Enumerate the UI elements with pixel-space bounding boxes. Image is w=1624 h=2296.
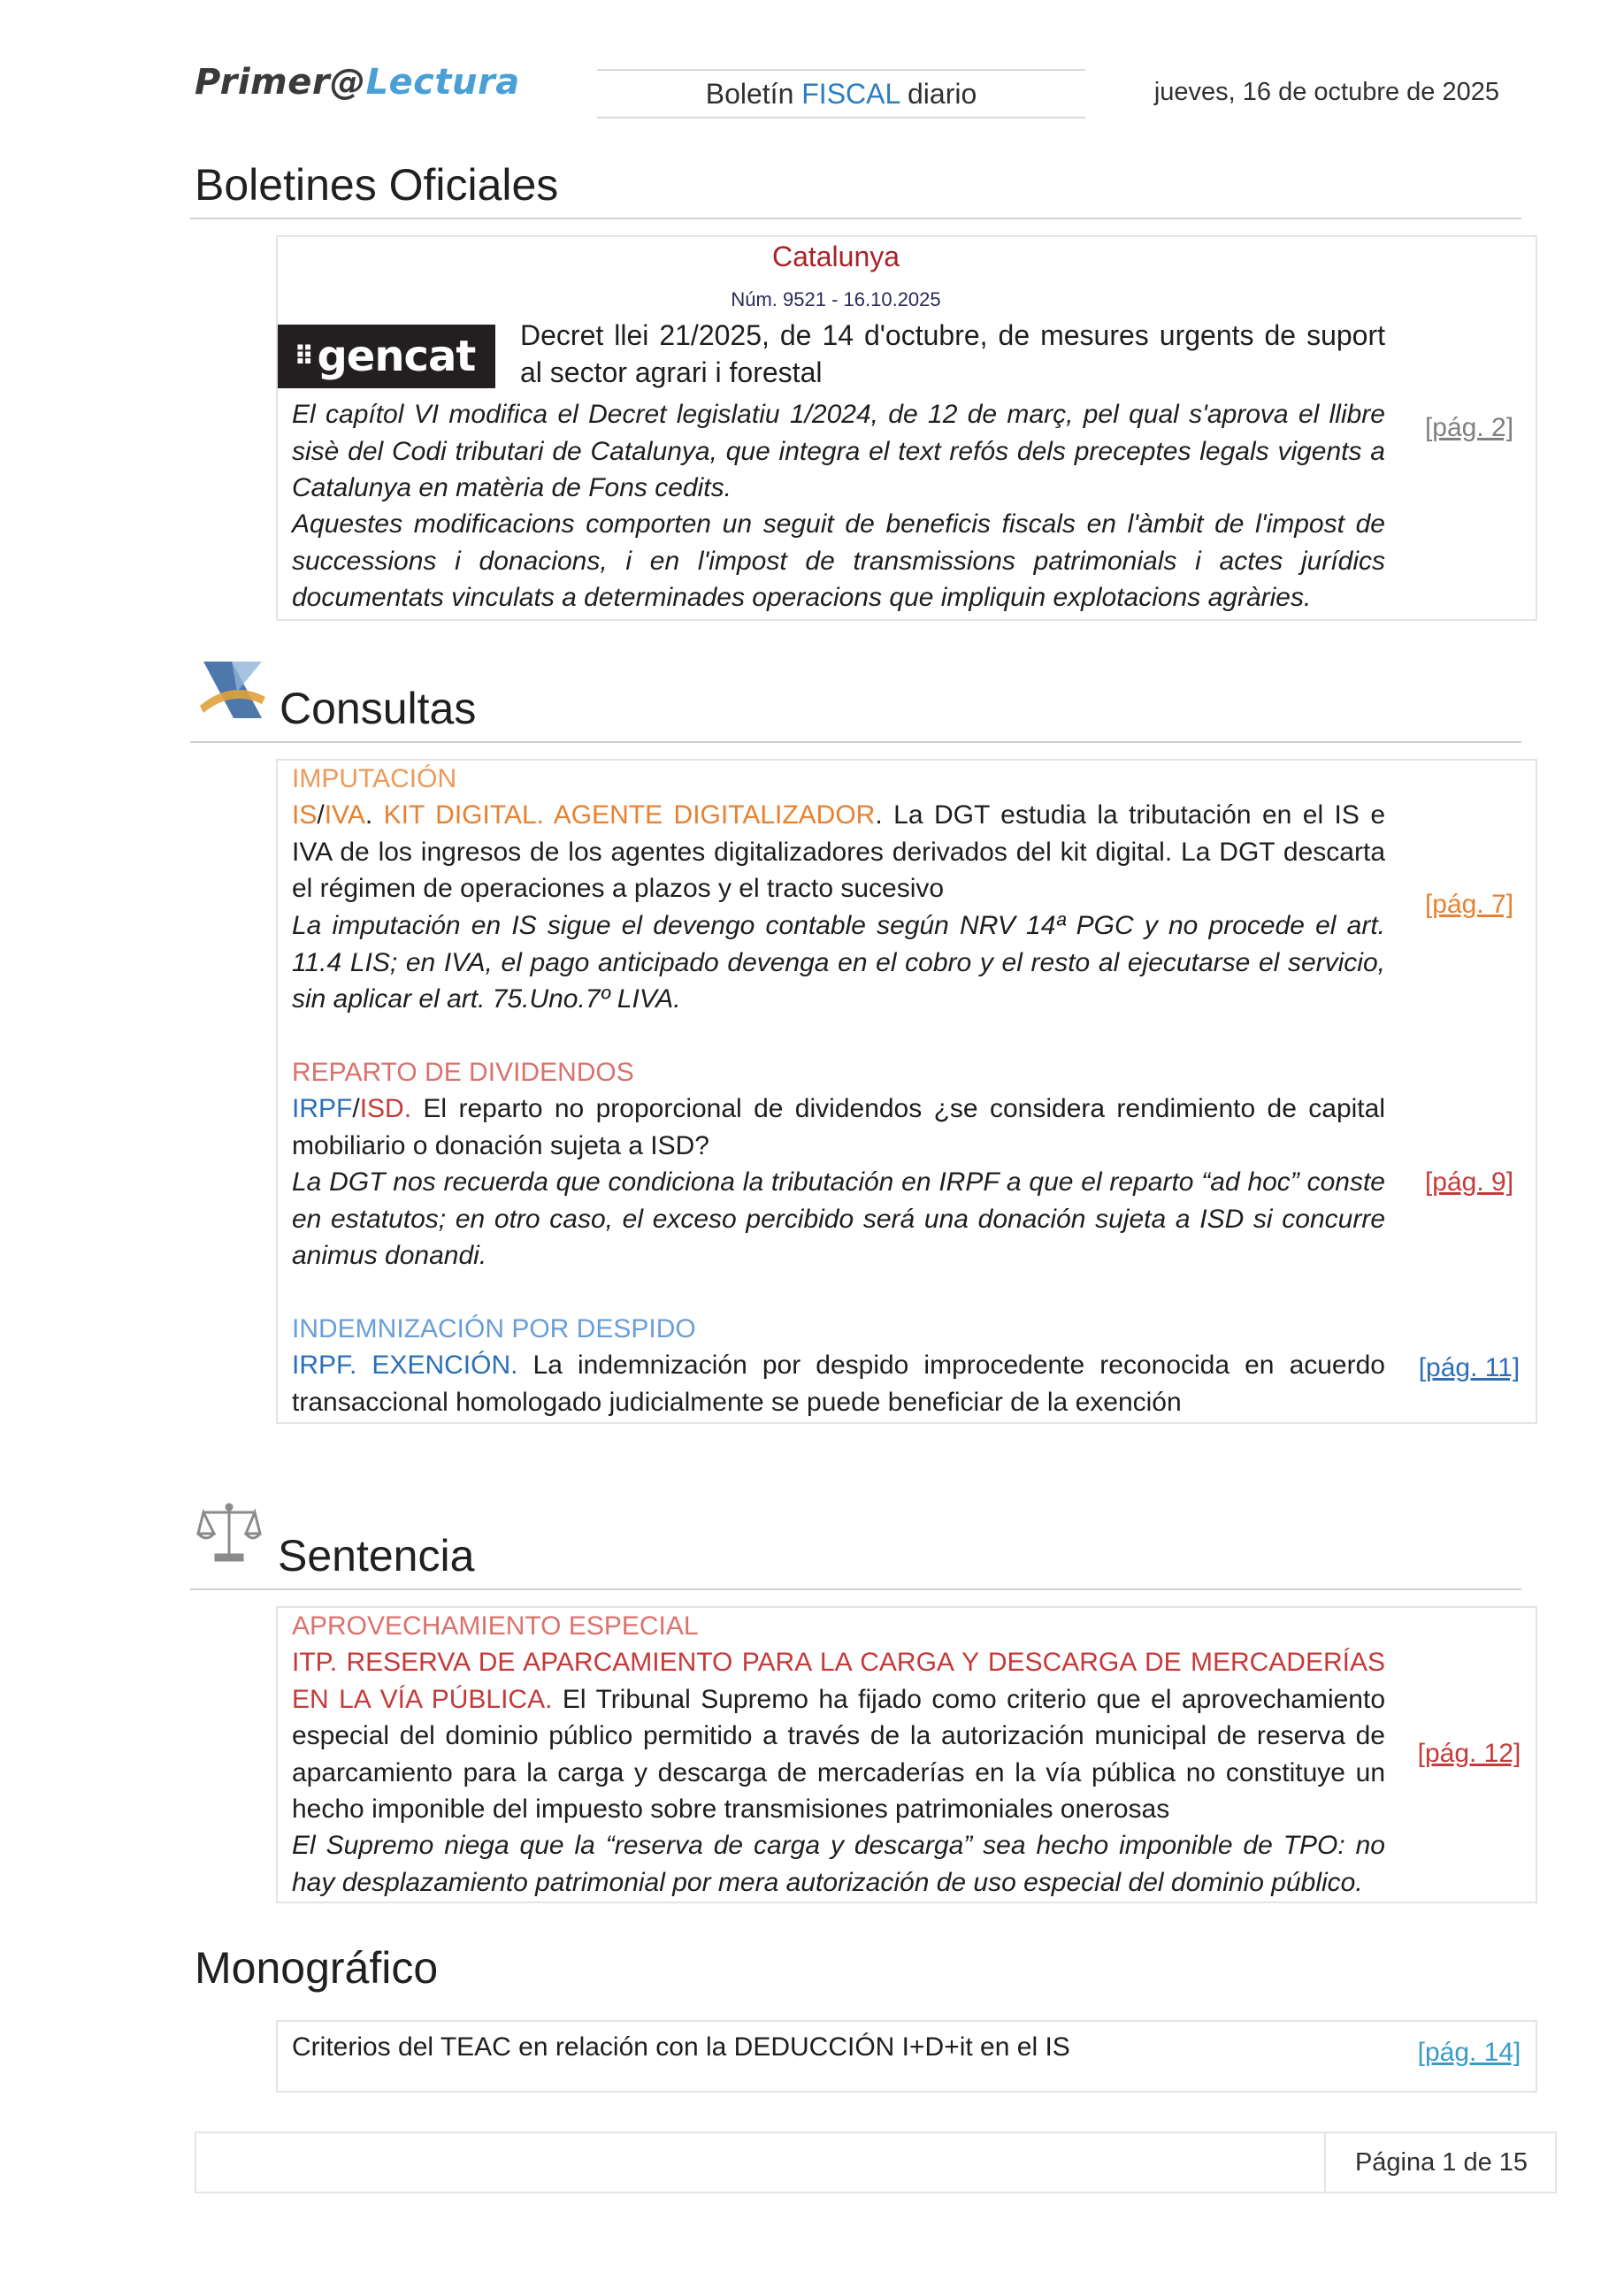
consulta-2-topic: REPARTO DE DIVIDENDOS — [292, 1058, 634, 1087]
link-page-9[interactable]: [pág. 9] — [1424, 1167, 1514, 1197]
page-footer — [195, 2131, 1557, 2193]
tag-is: IS — [292, 800, 318, 830]
consulta-2-note: La DGT nos recuerda que condiciona la tributación en IRPF a que el reparto “ad hoc” conste en estatutos; en otro caso, el exceso percibido será una donación sujeta a ISD si concurre animus donandi. — [292, 1167, 1385, 1270]
sentencia-body — [292, 1644, 1385, 1828]
tag-separator: / — [352, 1094, 360, 1123]
page-number: Página 1 de 15 — [1354, 2148, 1528, 2177]
tag-separator: / — [317, 800, 325, 830]
logo-part-primera: Primer@ — [195, 62, 366, 103]
consulta-2-text: El reparto no proporcional de dividendos ¿se considera rendimiento de capital mobiliario o donación sujeta a ISD? — [292, 1094, 1385, 1160]
bulletin-pre: Boletín — [705, 78, 802, 110]
section-rule — [190, 1588, 1521, 1590]
footer-divider — [1324, 2133, 1326, 2192]
section-title-boletines: Boletines Oficiales — [195, 160, 559, 210]
section-rule — [190, 741, 1521, 743]
bulletin-post: diario — [900, 78, 977, 110]
section-title-sentencia: Sentencia — [278, 1531, 475, 1580]
tag-irpf: IRPF — [292, 1094, 353, 1123]
gencat-logo: ⠿ gencat — [278, 325, 495, 388]
link-page-11[interactable]: [pág. 11] — [1418, 1353, 1521, 1382]
sentencia-note: El Supremo niega que la “reserva de carga y descarga” sea hecho imponible de TPO: no hay desplazamiento patrimonial por mera autorización de uso especial del dominio público. — [292, 1831, 1385, 1897]
brand-logo — [195, 62, 520, 103]
scales-of-justice-icon — [196, 1500, 262, 1564]
sentencia-topic: APROVECHAMIENTO ESPECIAL — [292, 1611, 699, 1641]
tag-irpf-exencion: IRPF. EXENCIÓN. — [292, 1351, 518, 1380]
tag-iva: IVA — [324, 800, 365, 830]
consulta-1-note: La imputación en IS sigue el devengo contable según NRV 14ª PGC y no procede el art. 11.4 LIS; en IVA, el pago anticipado devenga en el cobro y el resto al ejecutarse el servicio, sin aplicar el art. 75.Uno.7º LIVA. — [292, 911, 1385, 1014]
region-label: Catalunya — [771, 241, 900, 272]
consulta-1-body: IS/IVA. KIT DIGITAL. AGENTE DIGITALIZADOR. La DGT estudia la tributación en el IS e IVA de los ingresos de los agentes digitalizadores derivados del kit digital. La DGT descarta el régimen de operaciones a plazos y el tracto sucesivo — [292, 800, 1386, 903]
link-page-14[interactable]: [pág. 14] — [1417, 2038, 1521, 2067]
consulta-1-topic: IMPUTACIÓN — [292, 764, 457, 793]
logo-part-lectura: Lectura — [365, 62, 520, 103]
section-rule — [190, 218, 1521, 219]
section-title-monografico: Monográfico — [195, 1943, 439, 1993]
tag-itp-reserva: ITP. RESERVA DE APARCAMIENTO PARA LA CARGA Y DESCARGA DE MERCADERÍAS EN LA VÍA PÚBLICA. — [292, 1648, 1385, 1714]
tax-agency-logo-icon — [196, 656, 269, 727]
link-page-7[interactable]: [pág. 7] — [1424, 890, 1514, 919]
section-title-consultas: Consultas — [280, 684, 477, 733]
issue-date: jueves, 16 de octubre de 2025 — [1153, 78, 1499, 106]
decree-summary-2: Aquestes modificacions comporten un seguit de beneficis fiscals en l'àmbit de l'impost de successions i donacions, i en l'impost de transmissions patrimonials i actes jurídics documentats vinculats a determinades operacions que impliquin explotacions agràries. — [292, 509, 1385, 612]
bulletin-number: Núm. 9521 - 16.10.2025 — [731, 288, 941, 310]
consulta-3-text: La indemnización por despido improcedente reconocida en acuerdo transaccional homologado judicialmente se puede beneficiar de la exención — [292, 1351, 1385, 1417]
monografico-text: Criterios del TEAC en relación con la DEDUCCIÓN I+D+it en el IS — [292, 2032, 1070, 2062]
bulletin-title — [597, 69, 1085, 119]
link-page-2[interactable]: [pág. 2] — [1424, 413, 1514, 442]
decree-title: Decret llei 21/2025, de 14 d'octubre, de mesures urgents de suport al sector agrari i forestal — [520, 319, 1385, 388]
tag-kit-digital: KIT DIGITAL. AGENTE DIGITALIZADOR — [383, 800, 876, 830]
consulta-2-body — [292, 1091, 1385, 1164]
decree-summary-1: El capítol VI modifica el Decret legislatiu 1/2024, de 12 de març, pel qual s'aprova el llibre sisè del Codi tributari de Catalunya, que integra el text refós dels preceptes legals vigents a Catalunya en matèria de Fons cedits. — [292, 400, 1385, 502]
tag-isd: ISD. — [359, 1094, 412, 1123]
gencat-logo-text: gencat — [317, 332, 476, 381]
consulta-1-text: La DGT estudia la tributación en el IS e IVA de los ingresos de los agentes digitalizadores derivados del kit digital. La DGT descarta el régimen de operaciones a plazos y el tracto sucesivo — [292, 800, 1386, 903]
bulletin-fiscal: FISCAL — [801, 78, 900, 110]
consulta-3-topic: INDEMNIZACIÓN POR DESPIDO — [292, 1314, 696, 1343]
consulta-3-body — [292, 1347, 1385, 1420]
link-page-12[interactable]: [pág. 12] — [1417, 1739, 1521, 1768]
sentencia-text: El Tribunal Supremo ha fijado como criterio que el aprovechamiento especial del dominio público permitido a través de la autorización municipal de reserva de aparcamiento para la carga y descarga de mercaderías en la vía pública no constituye un hecho imponible del impuesto sobre transmisiones patrimoniales onerosas — [292, 1684, 1386, 1824]
